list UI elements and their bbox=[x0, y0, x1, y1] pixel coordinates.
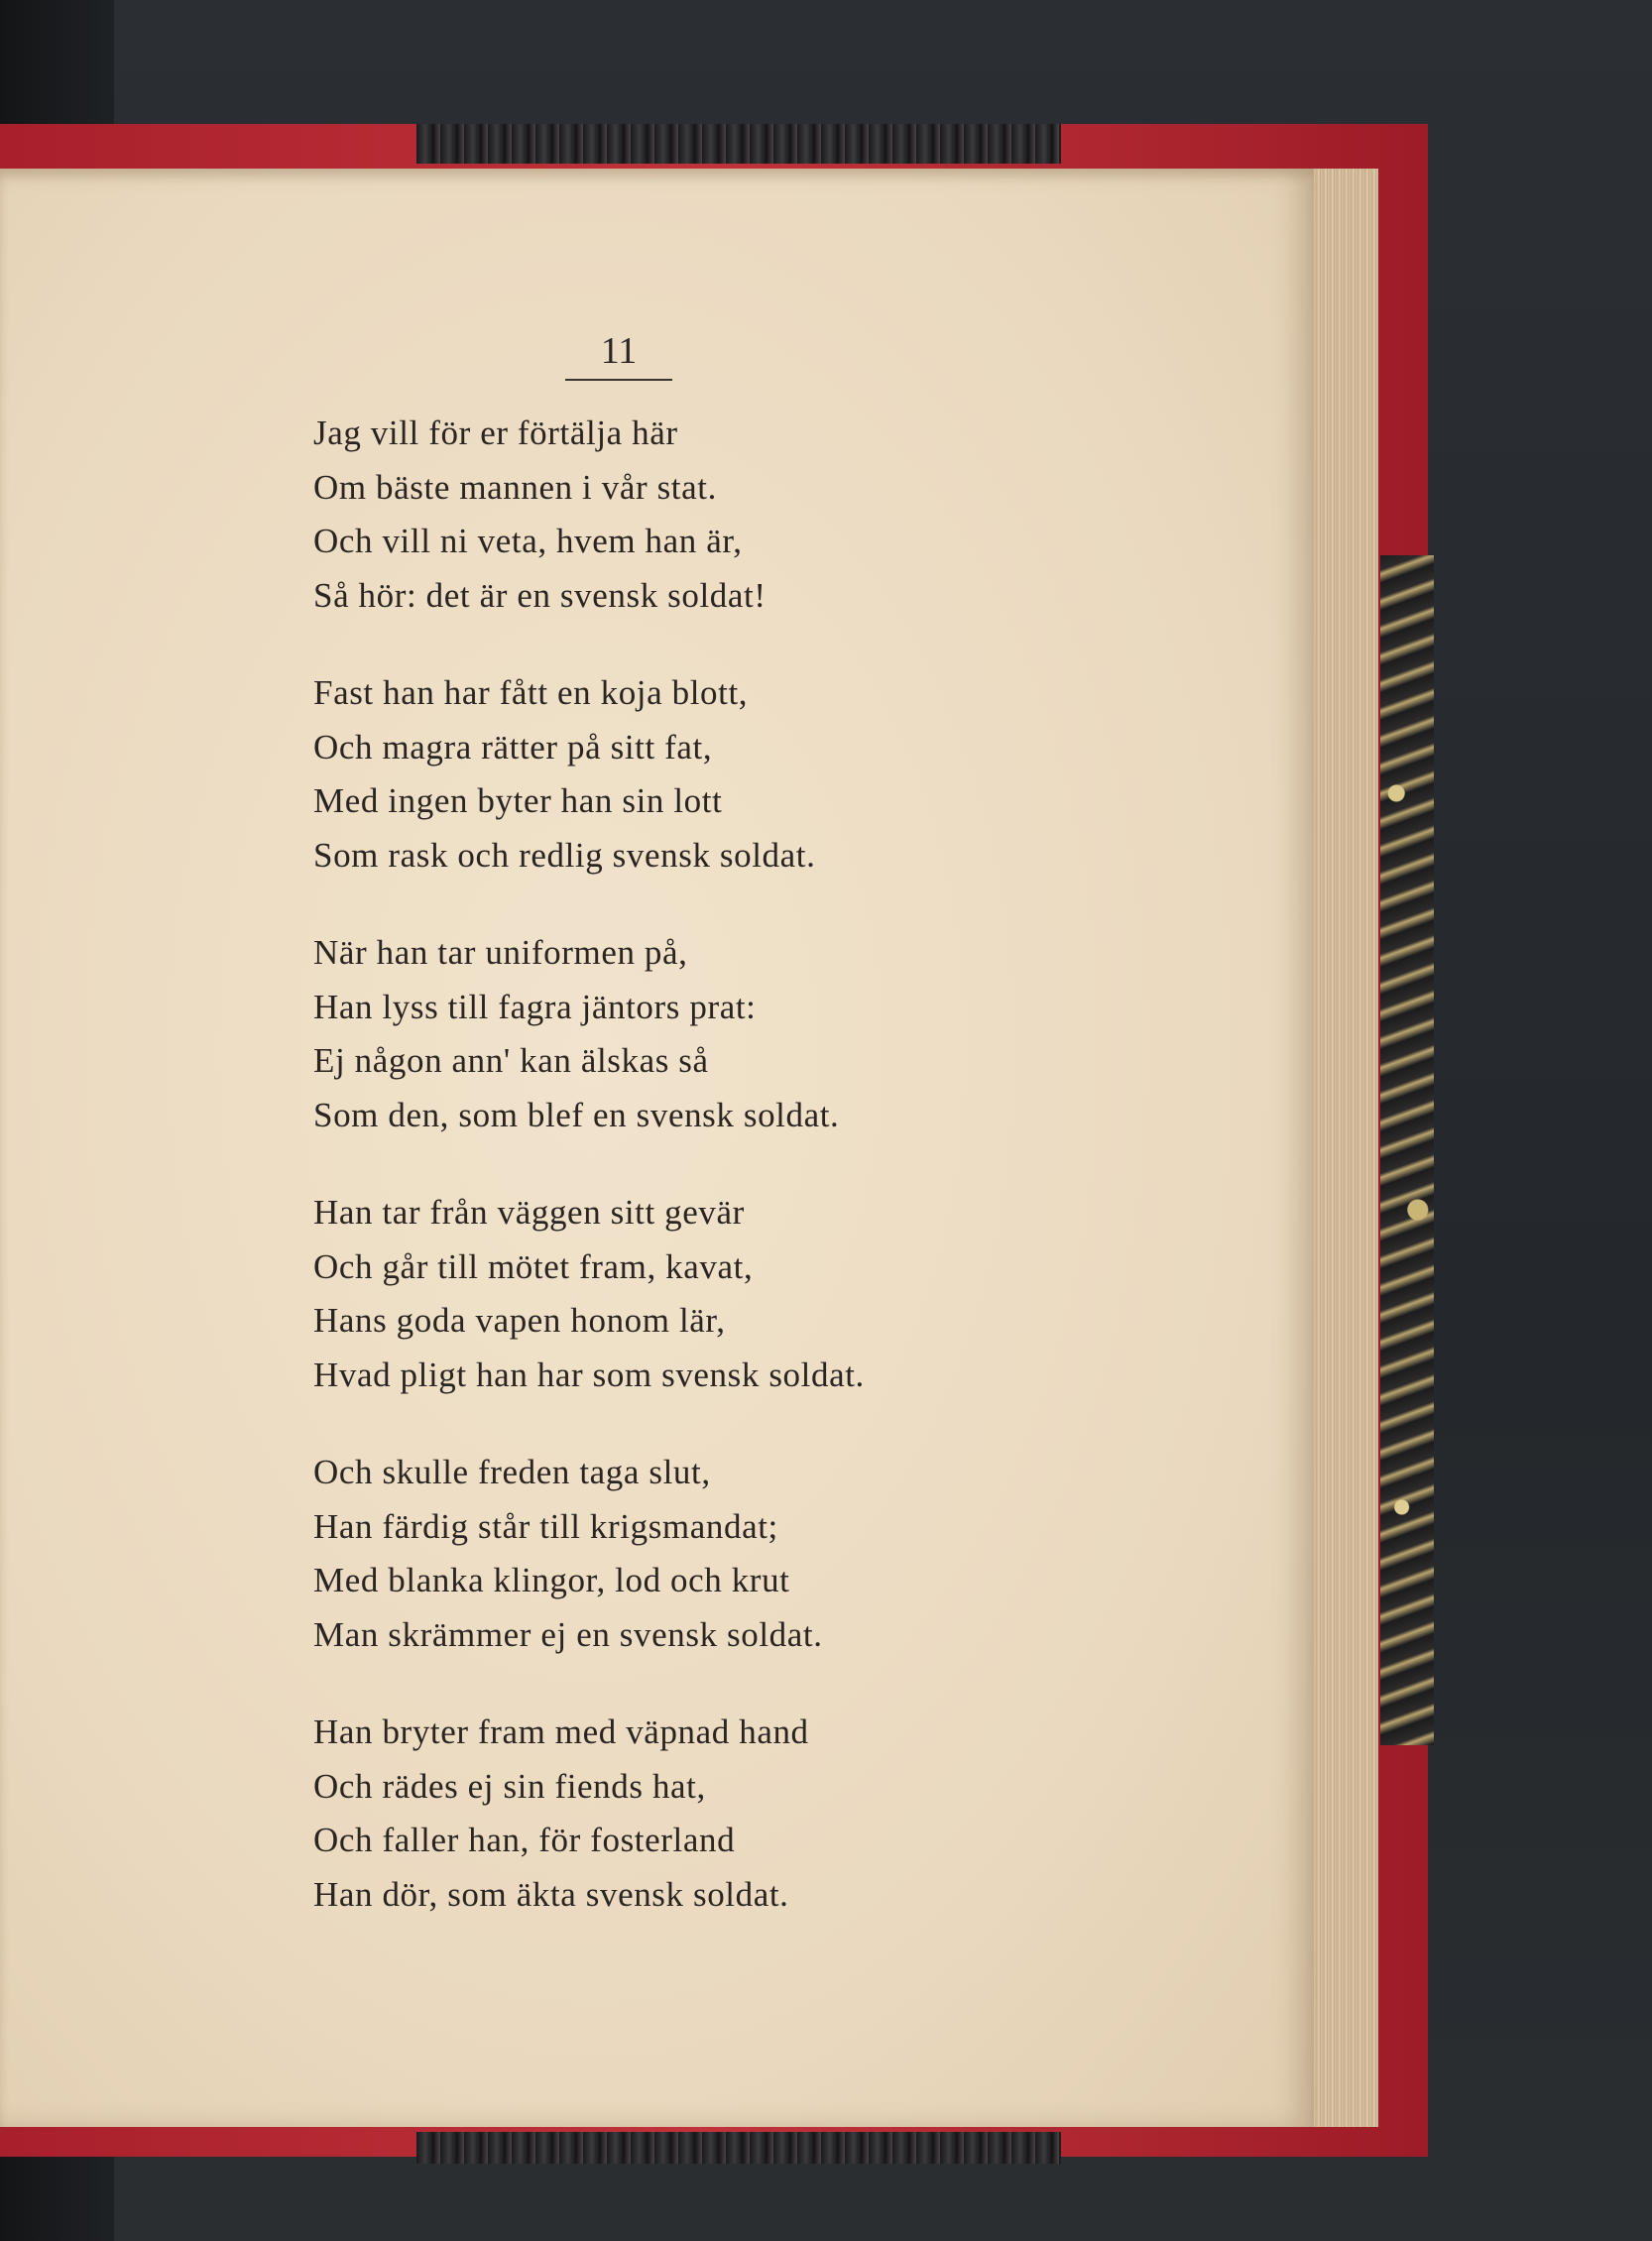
poem-line: Han bryter fram med väpnad hand bbox=[313, 1712, 809, 1751]
poem-line: Så hör: det är en svensk soldat! bbox=[313, 575, 767, 615]
poem-line: Som rask och redlig svensk soldat. bbox=[313, 835, 816, 875]
poem-line: Med ingen byter han sin lott bbox=[313, 781, 723, 820]
poem-line: Han lyss till fagra jäntors prat: bbox=[313, 987, 757, 1026]
poem-line: Och går till mötet fram, kavat, bbox=[313, 1246, 754, 1286]
poem-line: Och rädes ej sin fiends hat, bbox=[313, 1766, 706, 1806]
poem-line: Jag vill för er förtälja här bbox=[313, 413, 678, 452]
poem-line: Fast han har fått en koja blott, bbox=[313, 673, 749, 712]
stanza bbox=[313, 1706, 1206, 1922]
cover-top-spine-pattern bbox=[416, 124, 1061, 164]
stanza bbox=[313, 926, 1206, 1142]
poem-line: Och skulle freden taga slut, bbox=[313, 1453, 711, 1491]
poem-line: Om bäste mannen i vår stat. bbox=[313, 467, 717, 507]
poem-line: Hans goda vapen honom lär, bbox=[313, 1301, 726, 1340]
poem-line: Man skrämmer ej en svensk soldat. bbox=[313, 1614, 823, 1654]
poem-line: Och vill ni veta, hvem han är, bbox=[313, 522, 743, 560]
poem-line: Ej någon ann' kan älskas så bbox=[313, 1041, 709, 1080]
poem-line: Han dör, som äkta svensk soldat. bbox=[313, 1874, 789, 1914]
page-number: 11 bbox=[565, 327, 672, 381]
stanza bbox=[313, 666, 1206, 883]
poem-line: Och magra rätter på sitt fat, bbox=[313, 727, 713, 767]
marbled-endpaper-edge bbox=[1380, 555, 1434, 1745]
stanza bbox=[313, 407, 1206, 623]
page-block-edges bbox=[1307, 169, 1378, 2127]
poem-line: Hvad pligt han har som svensk soldat. bbox=[313, 1355, 865, 1394]
poem-line: Han färdig står till krigsmandat; bbox=[313, 1506, 778, 1546]
poem-line: Och faller han, för fosterland bbox=[313, 1821, 736, 1859]
poem-line: Med blanka klingor, lod och krut bbox=[313, 1561, 790, 1599]
stanza bbox=[313, 1186, 1206, 1402]
cover-bottom-spine-pattern bbox=[416, 2132, 1061, 2164]
poem-line: Som den, som blef en svensk soldat. bbox=[313, 1095, 840, 1134]
poem bbox=[313, 407, 1206, 1965]
stanza bbox=[313, 1446, 1206, 1662]
poem-line: När han tar uniformen på, bbox=[313, 933, 688, 972]
poem-line: Han tar från väggen sitt gevär bbox=[313, 1193, 745, 1232]
